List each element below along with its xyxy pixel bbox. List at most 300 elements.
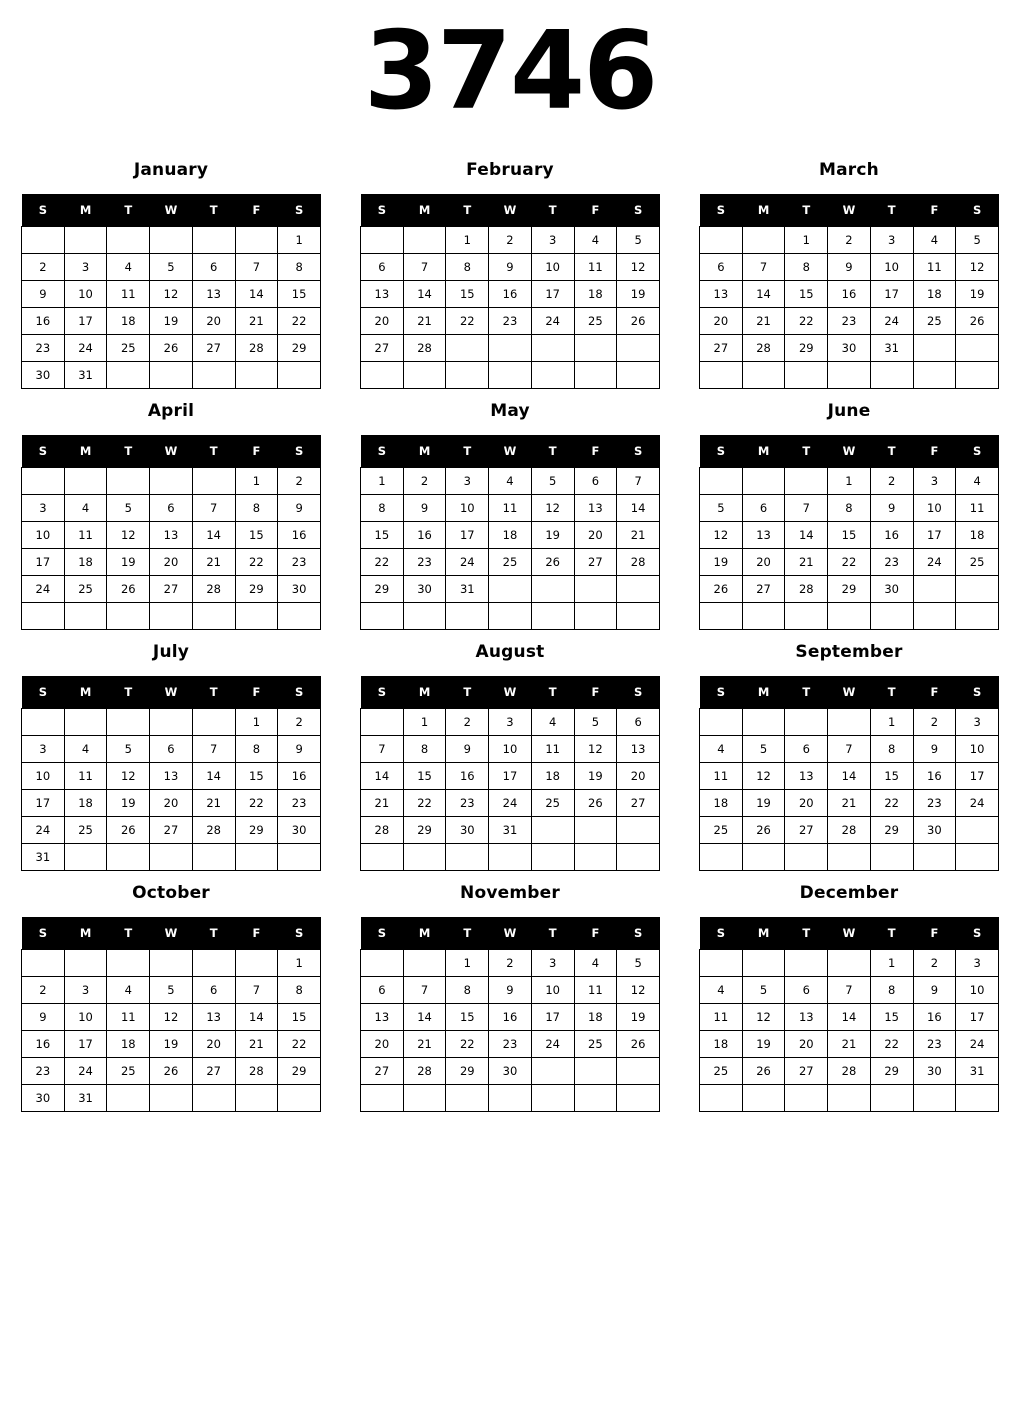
day-cell[interactable]: 1 (278, 950, 321, 977)
day-cell[interactable]: 31 (64, 362, 107, 389)
day-cell[interactable]: 22 (446, 308, 489, 335)
day-cell[interactable]: 16 (489, 281, 532, 308)
day-cell[interactable]: 30 (870, 576, 913, 603)
day-cell[interactable]: 24 (913, 549, 956, 576)
day-cell[interactable]: 12 (700, 522, 743, 549)
day-cell[interactable]: 6 (361, 254, 404, 281)
day-cell[interactable]: 27 (785, 1058, 828, 1085)
day-cell[interactable]: 13 (150, 763, 193, 790)
day-cell[interactable]: 30 (22, 1085, 65, 1112)
day-cell[interactable]: 25 (574, 1031, 617, 1058)
day-cell[interactable]: 26 (742, 1058, 785, 1085)
day-cell[interactable]: 23 (278, 790, 321, 817)
day-cell[interactable]: 23 (446, 790, 489, 817)
day-cell[interactable]: 23 (278, 549, 321, 576)
day-cell[interactable]: 23 (828, 308, 871, 335)
day-cell[interactable]: 17 (446, 522, 489, 549)
day-cell[interactable]: 9 (489, 977, 532, 1004)
day-cell[interactable]: 30 (278, 576, 321, 603)
day-cell[interactable]: 29 (361, 576, 404, 603)
day-cell[interactable]: 19 (617, 281, 660, 308)
day-cell[interactable]: 15 (828, 522, 871, 549)
day-cell[interactable]: 18 (913, 281, 956, 308)
day-cell[interactable]: 7 (828, 736, 871, 763)
day-cell[interactable]: 15 (446, 1004, 489, 1031)
day-cell[interactable]: 6 (617, 709, 660, 736)
day-cell[interactable]: 9 (489, 254, 532, 281)
day-cell[interactable]: 12 (107, 522, 150, 549)
day-cell[interactable]: 23 (489, 1031, 532, 1058)
day-cell[interactable]: 14 (828, 763, 871, 790)
day-cell[interactable]: 13 (192, 281, 235, 308)
day-cell[interactable]: 5 (107, 495, 150, 522)
day-cell[interactable]: 23 (489, 308, 532, 335)
day-cell[interactable]: 10 (64, 281, 107, 308)
day-cell[interactable]: 7 (828, 977, 871, 1004)
day-cell[interactable]: 2 (22, 254, 65, 281)
day-cell[interactable]: 23 (403, 549, 446, 576)
day-cell[interactable]: 26 (617, 1031, 660, 1058)
day-cell[interactable]: 10 (64, 1004, 107, 1031)
day-cell[interactable]: 1 (403, 709, 446, 736)
day-cell[interactable]: 13 (361, 1004, 404, 1031)
day-cell[interactable]: 24 (956, 1031, 999, 1058)
day-cell[interactable]: 12 (574, 736, 617, 763)
day-cell[interactable]: 11 (574, 977, 617, 1004)
day-cell[interactable]: 9 (22, 1004, 65, 1031)
day-cell[interactable]: 1 (828, 468, 871, 495)
day-cell[interactable]: 25 (107, 335, 150, 362)
day-cell[interactable]: 19 (531, 522, 574, 549)
day-cell[interactable]: 28 (361, 817, 404, 844)
day-cell[interactable]: 27 (150, 817, 193, 844)
day-cell[interactable]: 10 (531, 254, 574, 281)
day-cell[interactable]: 22 (235, 549, 278, 576)
day-cell[interactable]: 11 (700, 1004, 743, 1031)
day-cell[interactable]: 3 (956, 950, 999, 977)
day-cell[interactable]: 4 (700, 736, 743, 763)
day-cell[interactable]: 8 (235, 495, 278, 522)
day-cell[interactable]: 24 (531, 308, 574, 335)
day-cell[interactable]: 16 (278, 522, 321, 549)
day-cell[interactable]: 8 (361, 495, 404, 522)
day-cell[interactable]: 22 (278, 308, 321, 335)
day-cell[interactable]: 20 (785, 790, 828, 817)
day-cell[interactable]: 20 (700, 308, 743, 335)
day-cell[interactable]: 7 (785, 495, 828, 522)
day-cell[interactable]: 29 (446, 1058, 489, 1085)
day-cell[interactable]: 18 (531, 763, 574, 790)
day-cell[interactable]: 16 (828, 281, 871, 308)
day-cell[interactable]: 3 (913, 468, 956, 495)
day-cell[interactable]: 31 (956, 1058, 999, 1085)
day-cell[interactable]: 1 (235, 468, 278, 495)
day-cell[interactable]: 1 (446, 950, 489, 977)
day-cell[interactable]: 16 (913, 763, 956, 790)
day-cell[interactable]: 21 (192, 549, 235, 576)
day-cell[interactable]: 2 (22, 977, 65, 1004)
day-cell[interactable]: 15 (278, 1004, 321, 1031)
day-cell[interactable]: 24 (531, 1031, 574, 1058)
day-cell[interactable]: 2 (913, 950, 956, 977)
day-cell[interactable]: 20 (617, 763, 660, 790)
day-cell[interactable]: 21 (235, 1031, 278, 1058)
day-cell[interactable]: 16 (870, 522, 913, 549)
day-cell[interactable]: 6 (361, 977, 404, 1004)
day-cell[interactable]: 1 (870, 950, 913, 977)
day-cell[interactable]: 17 (64, 1031, 107, 1058)
day-cell[interactable]: 25 (700, 817, 743, 844)
day-cell[interactable]: 28 (785, 576, 828, 603)
day-cell[interactable]: 30 (403, 576, 446, 603)
day-cell[interactable]: 21 (192, 790, 235, 817)
day-cell[interactable]: 4 (64, 495, 107, 522)
day-cell[interactable]: 6 (192, 254, 235, 281)
day-cell[interactable]: 30 (22, 362, 65, 389)
day-cell[interactable]: 18 (489, 522, 532, 549)
day-cell[interactable]: 25 (956, 549, 999, 576)
day-cell[interactable]: 9 (870, 495, 913, 522)
day-cell[interactable]: 14 (742, 281, 785, 308)
day-cell[interactable]: 8 (235, 736, 278, 763)
day-cell[interactable]: 11 (107, 1004, 150, 1031)
day-cell[interactable]: 27 (785, 817, 828, 844)
day-cell[interactable]: 7 (617, 468, 660, 495)
day-cell[interactable]: 12 (150, 281, 193, 308)
day-cell[interactable]: 20 (192, 1031, 235, 1058)
day-cell[interactable]: 13 (785, 763, 828, 790)
day-cell[interactable]: 2 (828, 227, 871, 254)
day-cell[interactable]: 14 (361, 763, 404, 790)
day-cell[interactable]: 17 (913, 522, 956, 549)
day-cell[interactable]: 25 (531, 790, 574, 817)
day-cell[interactable]: 3 (956, 709, 999, 736)
day-cell[interactable]: 13 (574, 495, 617, 522)
day-cell[interactable]: 1 (446, 227, 489, 254)
day-cell[interactable]: 10 (870, 254, 913, 281)
day-cell[interactable]: 20 (192, 308, 235, 335)
day-cell[interactable]: 23 (22, 335, 65, 362)
day-cell[interactable]: 14 (192, 522, 235, 549)
day-cell[interactable]: 7 (742, 254, 785, 281)
day-cell[interactable]: 11 (956, 495, 999, 522)
day-cell[interactable]: 5 (700, 495, 743, 522)
day-cell[interactable]: 27 (361, 1058, 404, 1085)
day-cell[interactable]: 15 (361, 522, 404, 549)
day-cell[interactable]: 26 (956, 308, 999, 335)
day-cell[interactable]: 4 (531, 709, 574, 736)
day-cell[interactable]: 6 (574, 468, 617, 495)
day-cell[interactable]: 31 (22, 844, 65, 871)
day-cell[interactable]: 10 (22, 763, 65, 790)
day-cell[interactable]: 27 (742, 576, 785, 603)
day-cell[interactable]: 5 (150, 977, 193, 1004)
day-cell[interactable]: 19 (700, 549, 743, 576)
day-cell[interactable]: 10 (489, 736, 532, 763)
day-cell[interactable]: 8 (278, 977, 321, 1004)
day-cell[interactable]: 16 (278, 763, 321, 790)
day-cell[interactable]: 20 (150, 549, 193, 576)
day-cell[interactable]: 15 (870, 1004, 913, 1031)
day-cell[interactable]: 31 (64, 1085, 107, 1112)
day-cell[interactable]: 9 (403, 495, 446, 522)
day-cell[interactable]: 19 (617, 1004, 660, 1031)
day-cell[interactable]: 30 (278, 817, 321, 844)
day-cell[interactable]: 22 (403, 790, 446, 817)
day-cell[interactable]: 11 (913, 254, 956, 281)
day-cell[interactable]: 7 (192, 736, 235, 763)
day-cell[interactable]: 9 (22, 281, 65, 308)
day-cell[interactable]: 29 (235, 817, 278, 844)
day-cell[interactable]: 11 (107, 281, 150, 308)
day-cell[interactable]: 18 (956, 522, 999, 549)
day-cell[interactable]: 14 (828, 1004, 871, 1031)
day-cell[interactable]: 2 (870, 468, 913, 495)
day-cell[interactable]: 26 (150, 1058, 193, 1085)
day-cell[interactable]: 13 (785, 1004, 828, 1031)
day-cell[interactable]: 20 (574, 522, 617, 549)
day-cell[interactable]: 13 (192, 1004, 235, 1031)
day-cell[interactable]: 14 (785, 522, 828, 549)
day-cell[interactable]: 17 (22, 549, 65, 576)
day-cell[interactable]: 19 (574, 763, 617, 790)
day-cell[interactable]: 17 (22, 790, 65, 817)
day-cell[interactable]: 1 (870, 709, 913, 736)
day-cell[interactable]: 25 (574, 308, 617, 335)
day-cell[interactable]: 10 (913, 495, 956, 522)
day-cell[interactable]: 22 (278, 1031, 321, 1058)
day-cell[interactable]: 10 (446, 495, 489, 522)
day-cell[interactable]: 29 (403, 817, 446, 844)
day-cell[interactable]: 13 (742, 522, 785, 549)
day-cell[interactable]: 3 (22, 495, 65, 522)
day-cell[interactable]: 15 (278, 281, 321, 308)
day-cell[interactable]: 18 (574, 281, 617, 308)
day-cell[interactable]: 6 (150, 736, 193, 763)
day-cell[interactable]: 23 (913, 1031, 956, 1058)
day-cell[interactable]: 25 (64, 817, 107, 844)
day-cell[interactable]: 24 (64, 335, 107, 362)
day-cell[interactable]: 9 (278, 495, 321, 522)
day-cell[interactable]: 7 (192, 495, 235, 522)
day-cell[interactable]: 26 (107, 817, 150, 844)
day-cell[interactable]: 29 (870, 1058, 913, 1085)
day-cell[interactable]: 30 (913, 1058, 956, 1085)
day-cell[interactable]: 22 (785, 308, 828, 335)
day-cell[interactable]: 4 (913, 227, 956, 254)
day-cell[interactable]: 22 (361, 549, 404, 576)
day-cell[interactable]: 5 (617, 227, 660, 254)
day-cell[interactable]: 30 (913, 817, 956, 844)
day-cell[interactable]: 4 (489, 468, 532, 495)
day-cell[interactable]: 14 (235, 1004, 278, 1031)
day-cell[interactable]: 27 (150, 576, 193, 603)
day-cell[interactable]: 26 (742, 817, 785, 844)
day-cell[interactable]: 26 (107, 576, 150, 603)
day-cell[interactable]: 11 (64, 522, 107, 549)
day-cell[interactable]: 5 (742, 736, 785, 763)
day-cell[interactable]: 6 (150, 495, 193, 522)
day-cell[interactable]: 17 (531, 1004, 574, 1031)
day-cell[interactable]: 29 (278, 335, 321, 362)
day-cell[interactable]: 26 (574, 790, 617, 817)
day-cell[interactable]: 12 (617, 977, 660, 1004)
day-cell[interactable]: 16 (22, 1031, 65, 1058)
day-cell[interactable]: 19 (107, 549, 150, 576)
day-cell[interactable]: 25 (107, 1058, 150, 1085)
day-cell[interactable]: 1 (361, 468, 404, 495)
day-cell[interactable]: 28 (192, 576, 235, 603)
day-cell[interactable]: 28 (742, 335, 785, 362)
day-cell[interactable]: 8 (785, 254, 828, 281)
day-cell[interactable]: 23 (870, 549, 913, 576)
day-cell[interactable]: 28 (403, 335, 446, 362)
day-cell[interactable]: 18 (64, 549, 107, 576)
day-cell[interactable]: 15 (785, 281, 828, 308)
day-cell[interactable]: 4 (574, 227, 617, 254)
day-cell[interactable]: 6 (742, 495, 785, 522)
day-cell[interactable]: 18 (64, 790, 107, 817)
day-cell[interactable]: 27 (192, 335, 235, 362)
day-cell[interactable]: 9 (278, 736, 321, 763)
day-cell[interactable]: 21 (828, 1031, 871, 1058)
day-cell[interactable]: 27 (700, 335, 743, 362)
day-cell[interactable]: 8 (403, 736, 446, 763)
day-cell[interactable]: 28 (235, 335, 278, 362)
day-cell[interactable]: 4 (64, 736, 107, 763)
day-cell[interactable]: 23 (22, 1058, 65, 1085)
day-cell[interactable]: 9 (913, 977, 956, 1004)
day-cell[interactable]: 12 (956, 254, 999, 281)
day-cell[interactable]: 26 (150, 335, 193, 362)
day-cell[interactable]: 10 (22, 522, 65, 549)
day-cell[interactable]: 19 (150, 308, 193, 335)
day-cell[interactable]: 5 (150, 254, 193, 281)
day-cell[interactable]: 17 (489, 763, 532, 790)
day-cell[interactable]: 20 (361, 308, 404, 335)
day-cell[interactable]: 28 (235, 1058, 278, 1085)
day-cell[interactable]: 12 (531, 495, 574, 522)
day-cell[interactable]: 21 (742, 308, 785, 335)
day-cell[interactable]: 26 (617, 308, 660, 335)
day-cell[interactable]: 13 (617, 736, 660, 763)
day-cell[interactable]: 14 (617, 495, 660, 522)
day-cell[interactable]: 18 (107, 308, 150, 335)
day-cell[interactable]: 8 (870, 736, 913, 763)
day-cell[interactable]: 21 (403, 1031, 446, 1058)
day-cell[interactable]: 22 (828, 549, 871, 576)
day-cell[interactable]: 8 (828, 495, 871, 522)
day-cell[interactable]: 31 (489, 817, 532, 844)
day-cell[interactable]: 14 (192, 763, 235, 790)
day-cell[interactable]: 25 (489, 549, 532, 576)
day-cell[interactable]: 4 (107, 254, 150, 281)
day-cell[interactable]: 13 (700, 281, 743, 308)
day-cell[interactable]: 20 (150, 790, 193, 817)
day-cell[interactable]: 17 (64, 308, 107, 335)
day-cell[interactable]: 12 (150, 1004, 193, 1031)
day-cell[interactable]: 15 (446, 281, 489, 308)
day-cell[interactable]: 5 (742, 977, 785, 1004)
day-cell[interactable]: 28 (192, 817, 235, 844)
day-cell[interactable]: 24 (64, 1058, 107, 1085)
day-cell[interactable]: 22 (870, 1031, 913, 1058)
day-cell[interactable]: 28 (828, 1058, 871, 1085)
day-cell[interactable]: 29 (828, 576, 871, 603)
day-cell[interactable]: 30 (489, 1058, 532, 1085)
day-cell[interactable]: 14 (403, 281, 446, 308)
day-cell[interactable]: 28 (403, 1058, 446, 1085)
day-cell[interactable]: 15 (235, 522, 278, 549)
day-cell[interactable]: 12 (617, 254, 660, 281)
day-cell[interactable]: 9 (828, 254, 871, 281)
day-cell[interactable]: 15 (235, 763, 278, 790)
day-cell[interactable]: 6 (785, 977, 828, 1004)
day-cell[interactable]: 12 (742, 1004, 785, 1031)
day-cell[interactable]: 29 (278, 1058, 321, 1085)
day-cell[interactable]: 4 (107, 977, 150, 1004)
day-cell[interactable]: 11 (574, 254, 617, 281)
day-cell[interactable]: 2 (489, 227, 532, 254)
day-cell[interactable]: 4 (700, 977, 743, 1004)
day-cell[interactable]: 28 (617, 549, 660, 576)
day-cell[interactable]: 16 (489, 1004, 532, 1031)
day-cell[interactable]: 3 (22, 736, 65, 763)
day-cell[interactable]: 1 (235, 709, 278, 736)
day-cell[interactable]: 18 (574, 1004, 617, 1031)
day-cell[interactable]: 17 (531, 281, 574, 308)
day-cell[interactable]: 10 (956, 977, 999, 1004)
day-cell[interactable]: 24 (956, 790, 999, 817)
day-cell[interactable]: 16 (22, 308, 65, 335)
day-cell[interactable]: 19 (107, 790, 150, 817)
day-cell[interactable]: 9 (446, 736, 489, 763)
day-cell[interactable]: 22 (235, 790, 278, 817)
day-cell[interactable]: 25 (700, 1058, 743, 1085)
day-cell[interactable]: 27 (574, 549, 617, 576)
day-cell[interactable]: 24 (489, 790, 532, 817)
day-cell[interactable]: 3 (870, 227, 913, 254)
day-cell[interactable]: 30 (446, 817, 489, 844)
day-cell[interactable]: 16 (913, 1004, 956, 1031)
day-cell[interactable]: 17 (870, 281, 913, 308)
day-cell[interactable]: 4 (956, 468, 999, 495)
day-cell[interactable]: 11 (700, 763, 743, 790)
day-cell[interactable]: 24 (22, 817, 65, 844)
day-cell[interactable]: 26 (531, 549, 574, 576)
day-cell[interactable]: 4 (574, 950, 617, 977)
day-cell[interactable]: 3 (489, 709, 532, 736)
day-cell[interactable]: 9 (913, 736, 956, 763)
day-cell[interactable]: 13 (150, 522, 193, 549)
day-cell[interactable]: 18 (700, 790, 743, 817)
day-cell[interactable]: 24 (22, 576, 65, 603)
day-cell[interactable]: 20 (785, 1031, 828, 1058)
day-cell[interactable]: 1 (278, 227, 321, 254)
day-cell[interactable]: 1 (785, 227, 828, 254)
day-cell[interactable]: 8 (278, 254, 321, 281)
day-cell[interactable]: 8 (446, 254, 489, 281)
day-cell[interactable]: 17 (956, 763, 999, 790)
day-cell[interactable]: 29 (785, 335, 828, 362)
day-cell[interactable]: 11 (489, 495, 532, 522)
day-cell[interactable]: 14 (403, 1004, 446, 1031)
day-cell[interactable]: 21 (785, 549, 828, 576)
day-cell[interactable]: 19 (742, 790, 785, 817)
day-cell[interactable]: 19 (956, 281, 999, 308)
day-cell[interactable]: 16 (403, 522, 446, 549)
day-cell[interactable]: 29 (870, 817, 913, 844)
